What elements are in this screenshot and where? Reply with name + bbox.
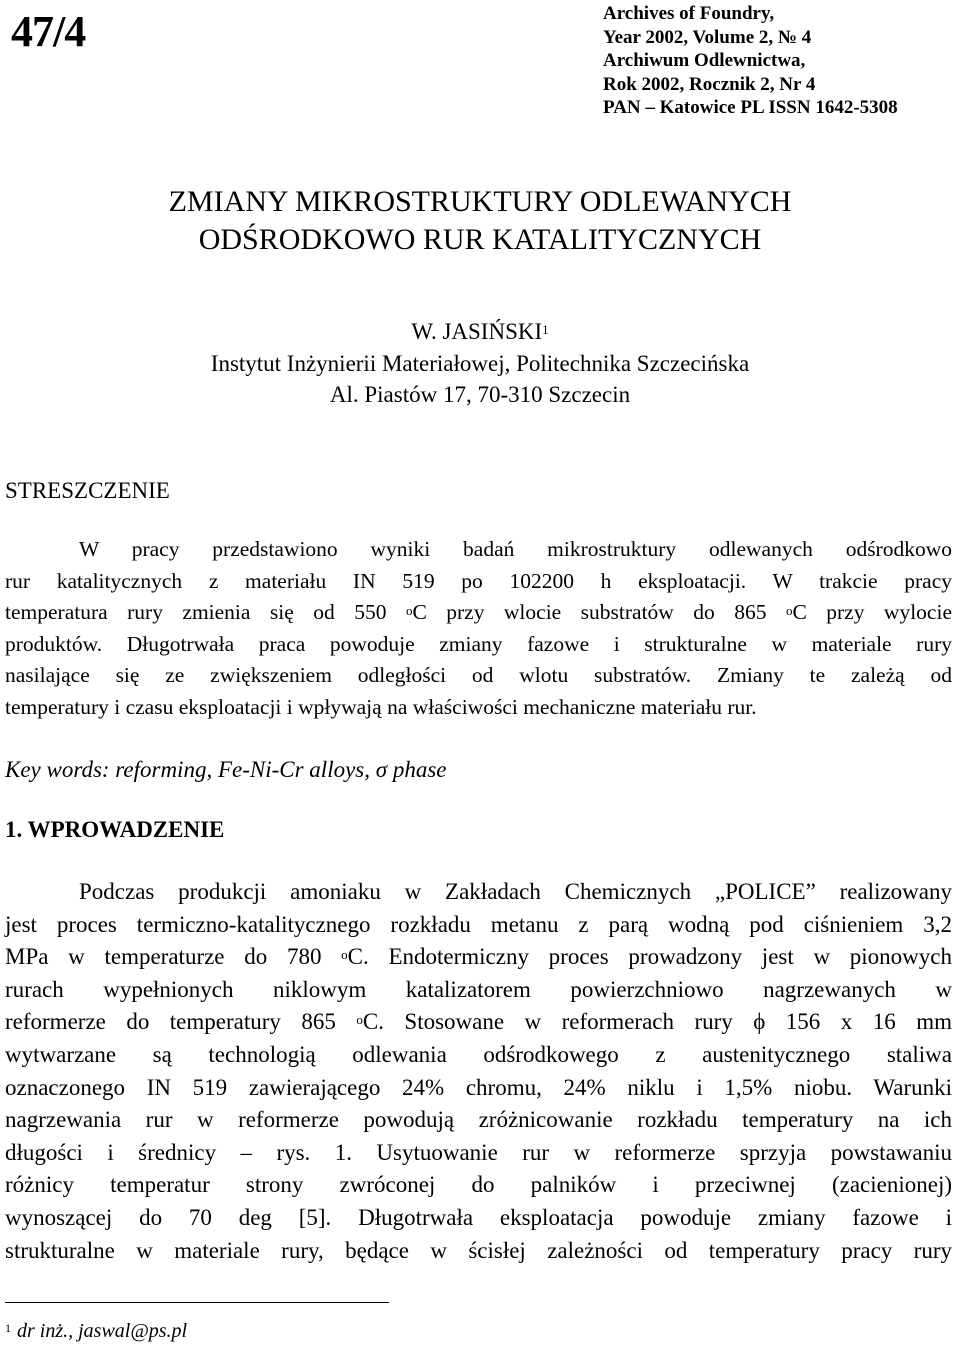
journal-line: PAN – Katowice PL ISSN 1642-5308 xyxy=(603,97,898,119)
author-block xyxy=(0,316,960,411)
author-name-line xyxy=(0,316,960,348)
text-run: temperatura rury zmienia się od 550 xyxy=(5,600,406,624)
author-affiliation: Instytut Inżynierii Materiałowej, Politechnika Szczecińska xyxy=(210,350,750,376)
body-line: Podczas produkcji amoniaku w Zakładach Chemicznych „POLICE” realizowany xyxy=(79,879,952,904)
body-line: oznaczonego IN 519 zawierającego 24% chromu, 24% niklu i 1,5% niobu. Warunki xyxy=(5,1074,952,1100)
keywords: Key words: reforming, Fe-Ni-Cr alloys, σ phase xyxy=(5,757,447,782)
abstract-text xyxy=(5,534,952,723)
abstract-line xyxy=(5,597,952,629)
abstract-heading: STRESZCZENIE xyxy=(5,478,170,503)
footnote-divider xyxy=(5,1302,389,1303)
footnote-marker: 1 xyxy=(542,322,549,337)
text-run: C przy wylocie xyxy=(792,600,952,624)
degree-mark: o xyxy=(405,603,413,618)
body-line: długości i średnicy – rys. 1. Usytuowanie rur w reformerze sprzyja powstawaniu xyxy=(5,1139,952,1165)
body-line: rurach wypełnionych niklowym katalizatorem powierzchniowo nagrzewanych w xyxy=(5,976,952,1002)
body-line: wynoszącej do 70 deg [5]. Długotrwała eksploatacja powoduje zmiany fazowe i xyxy=(5,1204,952,1230)
degree-mark: o xyxy=(785,603,793,618)
abstract-line: nasilające się ze zwiększeniem odległości od wlotu substratów. Zmiany te zależą od xyxy=(5,663,952,687)
author-name: W. JASIŃSKI xyxy=(411,319,543,344)
body-line: nagrzewania rur w reformerze powodują zróżnicowanie rozkładu temperatury na ich xyxy=(5,1107,952,1133)
title-line: ZMIANY MIKROSTRUKTURY ODLEWANYCH xyxy=(168,185,792,218)
paper-title xyxy=(0,183,960,259)
page-number: 47/4 xyxy=(11,7,86,56)
footnote xyxy=(5,1318,187,1344)
text-run: C przy wlocie substratów do 865 xyxy=(412,600,786,624)
journal-line: Year 2002, Volume 2, № 4 xyxy=(603,26,812,48)
body-line xyxy=(5,1006,952,1039)
body-line: wytwarzane są technologią odlewania odśrodkowego z austenitycznego staliwa xyxy=(5,1041,952,1067)
journal-line: Archiwum Odlewnictwa, xyxy=(603,50,806,72)
degree-mark: o xyxy=(341,947,348,963)
abstract-line: rur katalitycznych z materiału IN 519 po 102200 h eksploatacji. W trakcie pracy xyxy=(5,568,952,593)
text-run: C. Endotermiczny proces prowadzony jest w pionowych xyxy=(347,944,952,970)
journal-line: Rok 2002, Rocznik 2, Nr 4 xyxy=(603,73,816,95)
title-line: ODŚRODKOWO RUR KATALITYCZNYCH xyxy=(198,223,762,256)
abstract-line: temperatury i czasu eksploatacji i wpływają na właściwości mechaniczne materiału rur. xyxy=(5,694,757,719)
abstract-line: W pracy przedstawiono wyniki badań mikrostruktury odlewanych odśrodkowo xyxy=(79,537,952,561)
footnote-text: dr inż., jaswal@ps.pl xyxy=(17,1320,188,1342)
text-run: reformerze do temperatury 865 xyxy=(5,1009,357,1035)
journal-info xyxy=(603,2,898,120)
journal-line: Archives of Foundry, xyxy=(603,3,775,24)
degree-mark: o xyxy=(356,1012,363,1028)
body-line: jest proces termiczno-katalitycznego rozkładu metanu z parą wodną pod ciśnieniem 3,2 xyxy=(5,911,952,937)
body-line xyxy=(5,941,952,974)
body-line: strukturalne w materiale rury, będące w ścisłej zależności od temperatury pracy rury xyxy=(5,1237,952,1263)
author-address: Al. Piastów 17, 70-310 Szczecin xyxy=(329,382,631,407)
abstract-line: produktów. Długotrwała praca powoduje zmiany fazowe i strukturalne w materiale rury xyxy=(5,631,952,656)
text-run: MPa w temperaturze do 780 xyxy=(5,944,342,970)
body-line: różnicy temperatur strony zwróconej do palników i przeciwnej (zacienionej) xyxy=(5,1172,952,1198)
text-run: C. Stosowane w reformerach rury ϕ 156 x 16 mm xyxy=(362,1009,952,1035)
section-heading: 1. WPROWADZENIE xyxy=(5,817,225,842)
section-body xyxy=(5,876,952,1267)
footnote-number: 1 xyxy=(5,1321,11,1335)
